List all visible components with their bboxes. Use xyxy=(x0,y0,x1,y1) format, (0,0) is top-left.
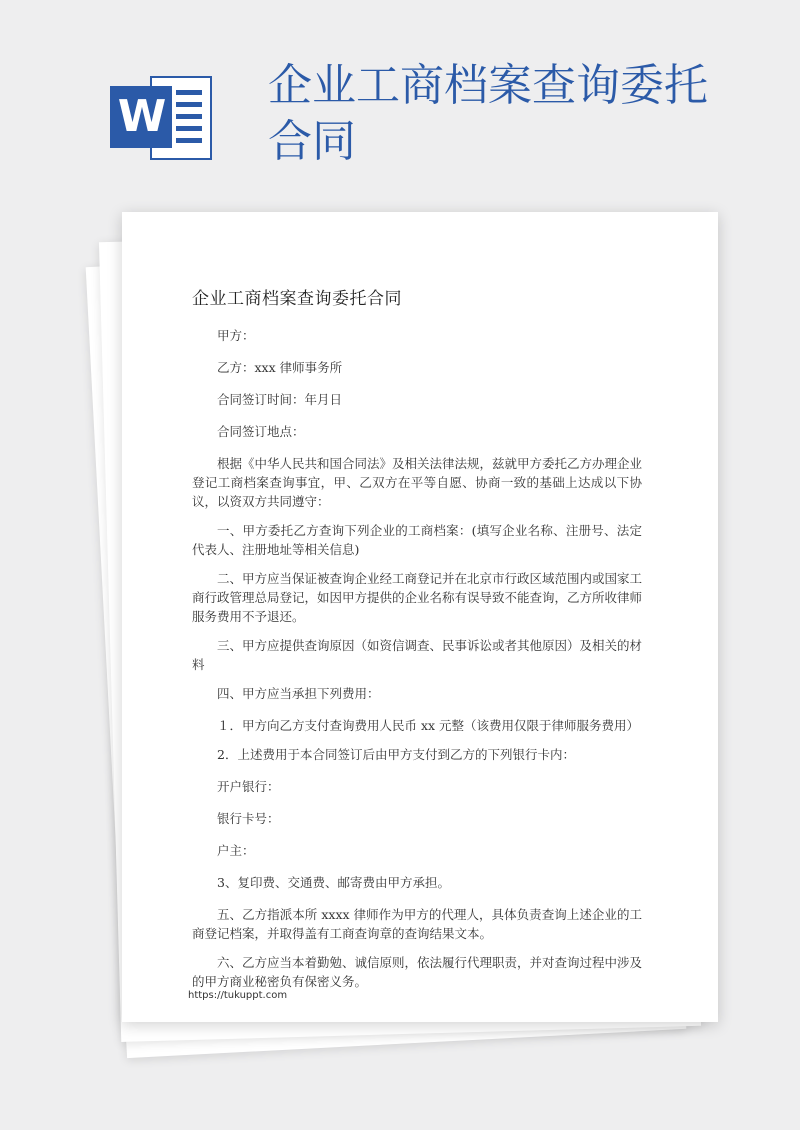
clause-paragraph: 二、甲方应当保证被查询企业经工商登记并在北京市行政区域范围内或国家工商行政管理总局登记，如因甲方提供的企业名称有误导致不能查询，乙方所收律师服务费用不予退还。 xyxy=(192,571,643,624)
card-number-line: 银行卡号： xyxy=(217,811,280,826)
party-b-line: 乙方：xxx 律师事务所 xyxy=(217,360,343,375)
account-holder-line: 户主： xyxy=(217,843,255,858)
document-title: 企业工商档案查询委托合同 xyxy=(192,289,402,309)
clause-paragraph: 一、甲方委托乙方查询下列企业的工商档案：(填写企业名称、注册号、法定代表人、注册地址等相关信息) xyxy=(192,523,642,557)
word-letter-icon: W xyxy=(110,86,172,148)
signing-time-line: 合同签订时间：年月日 xyxy=(217,392,343,407)
party-a-line: 甲方： xyxy=(217,328,255,343)
fee-item: 3、复印费、交通费、邮寄费由甲方承担。 xyxy=(217,875,450,890)
bank-name-line: 开户银行： xyxy=(217,779,280,794)
clause-paragraph: 四、甲方应当承担下列费用： xyxy=(217,686,380,701)
word-app-icon xyxy=(110,70,216,166)
signing-place-line: 合同签订地点： xyxy=(217,424,305,439)
document-page xyxy=(122,212,718,1022)
footer-url: https://tukuppt.com xyxy=(188,990,288,1001)
document-body xyxy=(192,326,642,1001)
fee-item: 2．上述费用于本合同签订后由甲方支付到乙方的下列银行卡内： xyxy=(217,747,575,762)
clause-paragraph: 三、甲方应提供查询原因（如资信调查、民事诉讼或者其他原因）及相关的材料 xyxy=(192,638,643,672)
fee-item: １．甲方向乙方支付查询费用人民币 xx 元整（该费用仅限于律师服务费用） xyxy=(217,718,640,733)
page-title: 企业工商档案查询委托合同 xyxy=(268,60,708,167)
clause-paragraph: 五、乙方指派本所 xxxx 律师作为甲方的代理人，具体负责查询上述企业的工商登记档案，并取得盖有工商查询章的查询结果文本。 xyxy=(192,907,642,941)
clause-paragraph: 六、乙方应当本着勤勉、诚信原则，依法履行代理职责，并对查询过程中涉及的甲方商业秘密负有保密义务。 xyxy=(192,955,643,989)
preamble-paragraph: 根据《中华人民共和国合同法》及相关法律法规，兹就甲方委托乙方办理企业登记工商档案查询事宜，甲、乙双方在平等自愿、协商一致的基础上达成以下协议，以资双方共同遵守： xyxy=(192,456,643,509)
